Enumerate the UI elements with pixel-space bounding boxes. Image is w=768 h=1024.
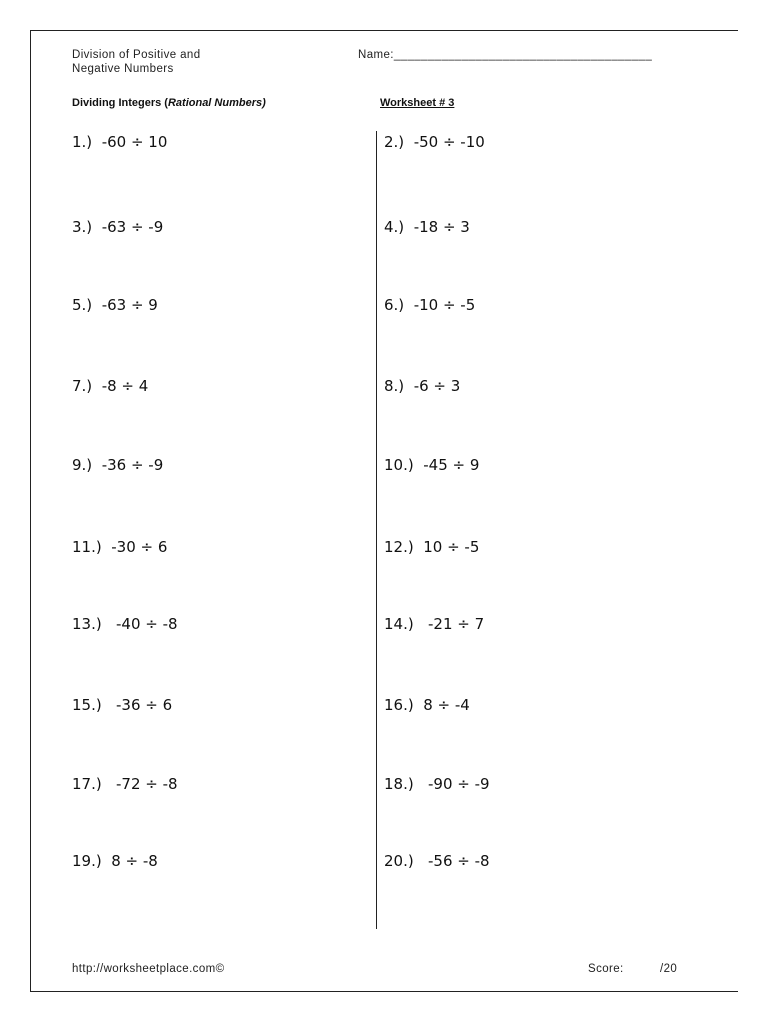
problem-6: 6.) -10 ÷ -5 — [384, 296, 476, 314]
problem-11: 11.) -30 ÷ 6 — [72, 538, 168, 556]
problem-15: 15.) -36 ÷ 6 — [72, 696, 173, 714]
problem-5: 5.) -63 ÷ 9 — [72, 296, 158, 314]
document-title-line2: Negative Numbers — [72, 63, 174, 75]
problem-14: 14.) -21 ÷ 7 — [384, 615, 485, 633]
problem-10: 10.) -45 ÷ 9 — [384, 456, 480, 474]
problem-18: 18.) -90 ÷ -9 — [384, 775, 490, 793]
document-title — [72, 48, 312, 76]
problem-4: 4.) -18 ÷ 3 — [384, 218, 470, 236]
section-title — [72, 97, 266, 109]
footer-url: http://worksheetplace.com© — [72, 963, 225, 975]
problem-12: 12.) 10 ÷ -5 — [384, 538, 480, 556]
problem-17: 17.) -72 ÷ -8 — [72, 775, 178, 793]
problem-19: 19.) 8 ÷ -8 — [72, 852, 158, 870]
name-field: Name:______________________________________ — [358, 49, 653, 61]
section-title-prefix: Dividing Integers ( — [72, 97, 168, 109]
section-title-italic: Rational Numbers) — [167, 97, 266, 109]
problem-9: 9.) -36 ÷ -9 — [72, 456, 164, 474]
worksheet-number: Worksheet # 3 — [380, 97, 455, 109]
problem-3: 3.) -63 ÷ -9 — [72, 218, 164, 236]
score-total: /20 — [660, 963, 678, 975]
score-label: Score: — [588, 963, 624, 975]
problem-16: 16.) 8 ÷ -4 — [384, 696, 470, 714]
column-divider — [376, 131, 377, 929]
problem-13: 13.) -40 ÷ -8 — [72, 615, 178, 633]
problem-2: 2.) -50 ÷ -10 — [384, 133, 485, 151]
page-border — [30, 30, 738, 992]
problem-1: 1.) -60 ÷ 10 — [72, 133, 168, 151]
document-title-line1: Division of Positive and — [72, 49, 201, 61]
problem-20: 20.) -56 ÷ -8 — [384, 852, 490, 870]
problem-7: 7.) -8 ÷ 4 — [72, 377, 149, 395]
problem-8: 8.) -6 ÷ 3 — [384, 377, 461, 395]
